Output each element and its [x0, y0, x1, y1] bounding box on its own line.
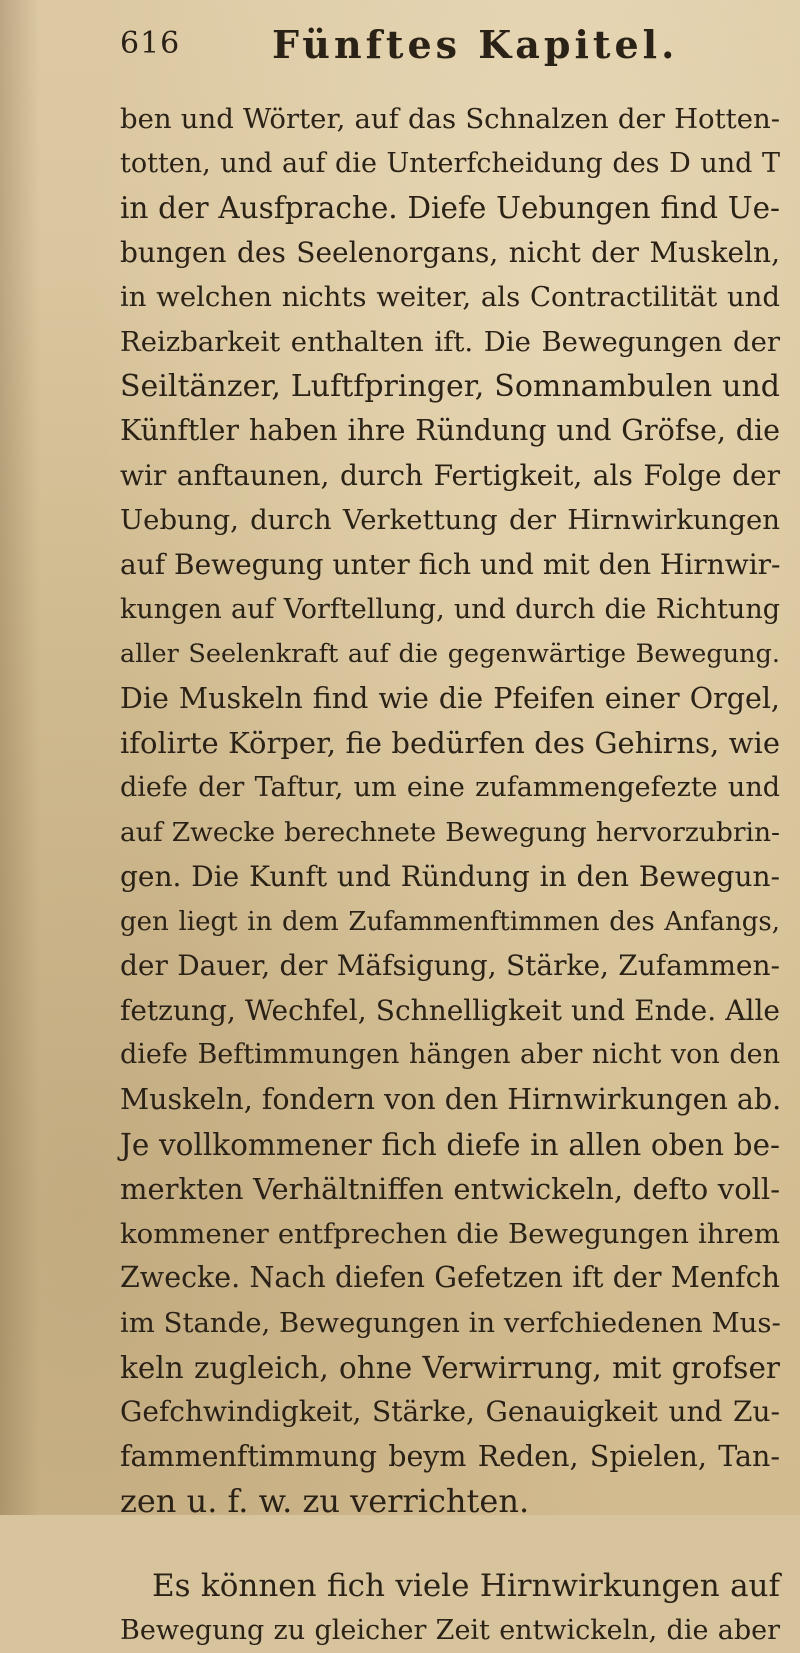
text-line: merkten Verhältniffen entwickeln, defto voll- [120, 1172, 780, 1207]
text-line: ifolirte Körper, fie bedürfen des Gehirns, wie [120, 726, 780, 761]
text-line: Muskeln, fondern von den Hirnwirkungen ab. [120, 1083, 782, 1117]
text-line: ben und Wörter, auf das Schnalzen der Hotten- [120, 103, 780, 135]
text-line: Gefchwindigkeit, Stärke, Genauigkeit und Zu- [120, 1395, 780, 1429]
text-line: Die Muskeln find wie die Pfeifen einer Orgel, [120, 681, 780, 715]
text-line: auf Bewegung unter fich und mit den Hirnwir- [120, 547, 781, 581]
text-line: totten, und auf die Unterfcheidung des D und T [120, 147, 780, 179]
text-line: Künftler haben ihre Ründung und Gröfse, die [120, 414, 780, 448]
paragraph-gap [120, 1524, 780, 1564]
text-line: Zwecke. Nach diefen Gefetzen ift der Menfch [120, 1261, 780, 1295]
text-line: Bewegung zu gleicher Zeit entwickeln, die aber [120, 1614, 780, 1646]
text-line: zen u. f. w. zu verrichten. [120, 1482, 530, 1521]
text-line: in welchen nichts weiter, als Contractilität und [120, 281, 780, 314]
text-line: Je vollkommener fich diefe in allen oben be- [120, 1127, 780, 1162]
text-line: Es können fich viele Hirnwirkungen auf [152, 1568, 780, 1604]
text-line: gen. Die Kunft und Ründung in den Bewegun- [120, 860, 780, 894]
text-line: Seiltänzer, Luftfpringer, Somnambulen und [120, 368, 780, 404]
text-line: im Stande, Bewegungen in verfchiedenen Mus- [120, 1307, 781, 1340]
text-line: keln zugleich, ohne Verwirrung, mit grofser [120, 1350, 780, 1385]
text-line: Reizbarkeit enthalten ift. Die Bewegungen der [120, 325, 780, 358]
running-head [120, 22, 780, 72]
text-line: aller Seelenkraft auf die gegenwärtige Bewegung. [120, 639, 780, 670]
text-line: der Dauer, der Mäfsigung, Stärke, Zufammen- [120, 949, 780, 983]
text-line: Uebung, durch Verkettung der Hirnwirkungen [120, 504, 780, 537]
text-line: in der Ausfprache. Diefe Uebungen find Ue- [120, 191, 780, 226]
text-line: gen liegt in dem Zufammenftimmen des Anfangs, [120, 906, 780, 937]
text-line: diefe Beftimmungen hängen aber nicht von den [120, 1039, 780, 1071]
page-number: 616 [120, 26, 181, 61]
text-line: bungen des Seelenorgans, nicht der Muskeln, [120, 235, 780, 269]
text-line: diefe der Taftur, um eine zufammengefezte und [120, 771, 780, 803]
text-line: kungen auf Vorftellung, und durch die Richtung [120, 593, 780, 625]
paragraph-2 [120, 1564, 780, 1653]
body-text [120, 97, 780, 1653]
text-line: kommener entfprechen die Bewegungen ihrem [120, 1217, 780, 1250]
paragraph-1 [120, 97, 780, 1524]
text-line: auf Zwecke berechnete Bewegung hervorzubrin- [120, 816, 780, 848]
chapter-title: Fünftes Kapitel. [272, 22, 679, 67]
text-line: fammenftimmung beym Reden, Spielen, Tan- [120, 1439, 780, 1473]
text-line: fetzung, Wechfel, Schnelligkeit und Ende. Alle [120, 993, 780, 1027]
text-line: wir anftaunen, durch Fertigkeit, als Folge der [120, 458, 780, 492]
